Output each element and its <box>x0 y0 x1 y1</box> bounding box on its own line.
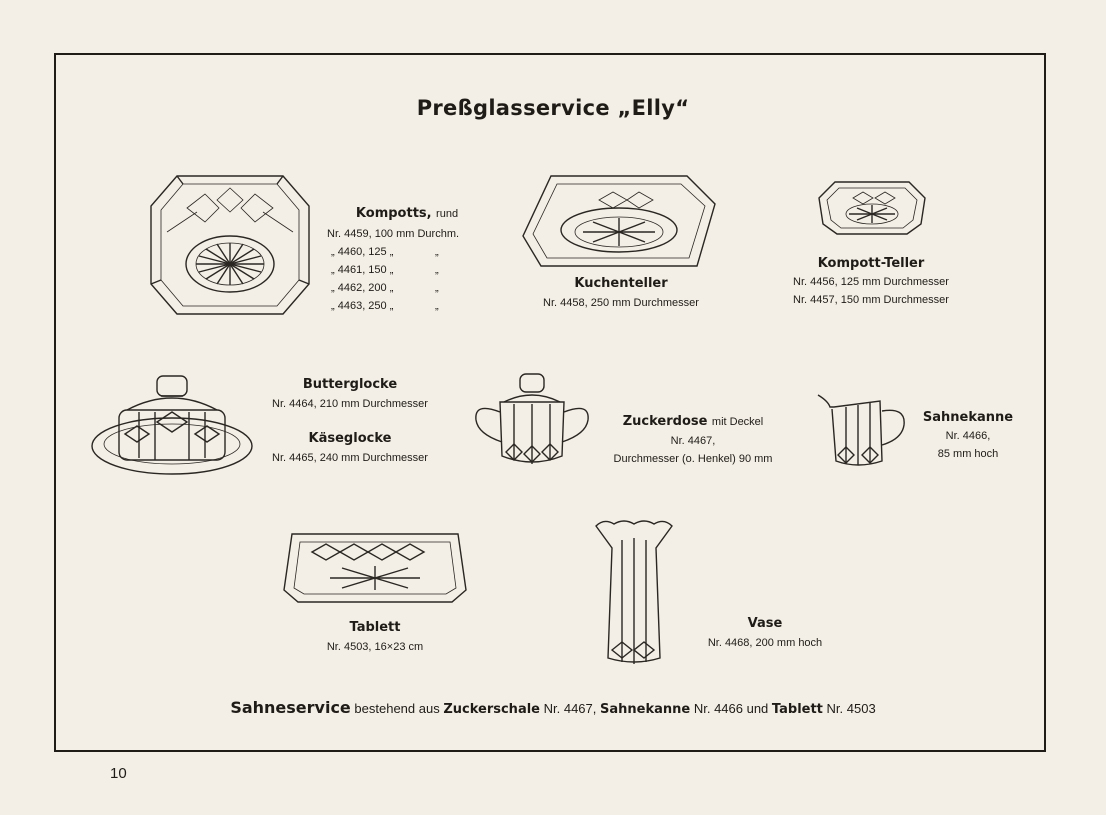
tablett-name: Tablett <box>349 620 401 635</box>
kompotts-row: „ 4463, 250 „ „ <box>331 300 439 312</box>
vase-caption <box>680 616 850 652</box>
sahnekanne-caption <box>908 410 1028 463</box>
kuchenteller-name: Kuchenteller <box>574 276 668 291</box>
footer-item: Zuckerschale <box>443 702 540 717</box>
butterglocke-illustration <box>89 372 255 476</box>
footer-text: Nr. 4467, <box>543 701 597 716</box>
footer-text: bestehend aus <box>354 701 440 716</box>
kompott-teller-line: Nr. 4457, 150 mm Durchmesser <box>793 294 949 306</box>
sahnekanne-illustration <box>816 391 908 469</box>
kaeseglocke-line: Nr. 4465, 240 mm Durchmesser <box>272 452 428 464</box>
zuckerdose-caption <box>598 412 788 468</box>
kaeseglocke-caption <box>252 431 448 467</box>
butterglocke-line: Nr. 4464, 210 mm Durchmesser <box>272 398 428 410</box>
page-title: Preßglasservice „Elly“ <box>416 96 690 120</box>
zuckerdose-line: Durchmesser (o. Henkel) 90 mm <box>613 453 773 465</box>
tablett-line: Nr. 4503, 16×23 cm <box>326 641 424 653</box>
butterglocke-caption <box>252 377 448 413</box>
kaeseglocke-name: Käseglocke <box>308 431 392 446</box>
sahnekanne-line: 85 mm hoch <box>937 448 999 460</box>
vase-name: Vase <box>747 616 783 631</box>
kuchenteller-line: Nr. 4458, 250 mm Durchmesser <box>543 297 699 309</box>
kompotts-row: „ 4460, 125 „ „ <box>331 246 439 258</box>
zuckerdose-name: Zuckerdose <box>622 414 708 429</box>
kompotts-caption <box>327 204 487 315</box>
kompott-teller-illustration <box>817 180 927 236</box>
tablett-illustration <box>282 532 468 604</box>
butterglocke-name: Butterglocke <box>302 377 398 392</box>
zuckerdose-illustration <box>470 372 596 470</box>
kompotts-suffix: rund <box>436 208 459 220</box>
page-number: 10 <box>110 765 127 782</box>
kompotts-row: „ 4461, 150 „ „ <box>331 264 439 276</box>
kompott-teller-line: Nr. 4456, 125 mm Durchmesser <box>793 276 949 288</box>
footer-text: Nr. 4466 und <box>693 701 769 716</box>
vase-illustration <box>594 518 674 666</box>
kuchenteller-caption <box>518 276 724 312</box>
kompott-teller-name: Kompott-Teller <box>817 256 925 271</box>
vase-line: Nr. 4468, 200 mm hoch <box>707 637 823 649</box>
tablett-caption <box>290 620 460 656</box>
sahnekanne-name: Sahnekanne <box>922 410 1014 425</box>
kompott-teller-caption <box>768 256 974 309</box>
kuchenteller-illustration <box>521 174 717 268</box>
kompott-bowl-illustration <box>147 172 313 318</box>
zuckerdose-suffix: mit Deckel <box>711 416 764 428</box>
kompotts-row: „ 4462, 200 „ „ <box>331 282 439 294</box>
footer-item: Tablett <box>771 702 823 717</box>
kompotts-name: Kompotts, <box>355 206 432 221</box>
kompotts-row: Nr. 4459, 100 mm Durchm. <box>327 228 460 240</box>
zuckerdose-line: Nr. 4467, <box>670 435 716 447</box>
footer-item: Sahnekanne <box>600 702 691 717</box>
sahnekanne-line: Nr. 4466, <box>945 430 991 442</box>
sahneservice-footer <box>0 698 1106 717</box>
footer-text: Nr. 4503 <box>826 701 876 716</box>
footer-lead: Sahneservice <box>230 698 351 717</box>
